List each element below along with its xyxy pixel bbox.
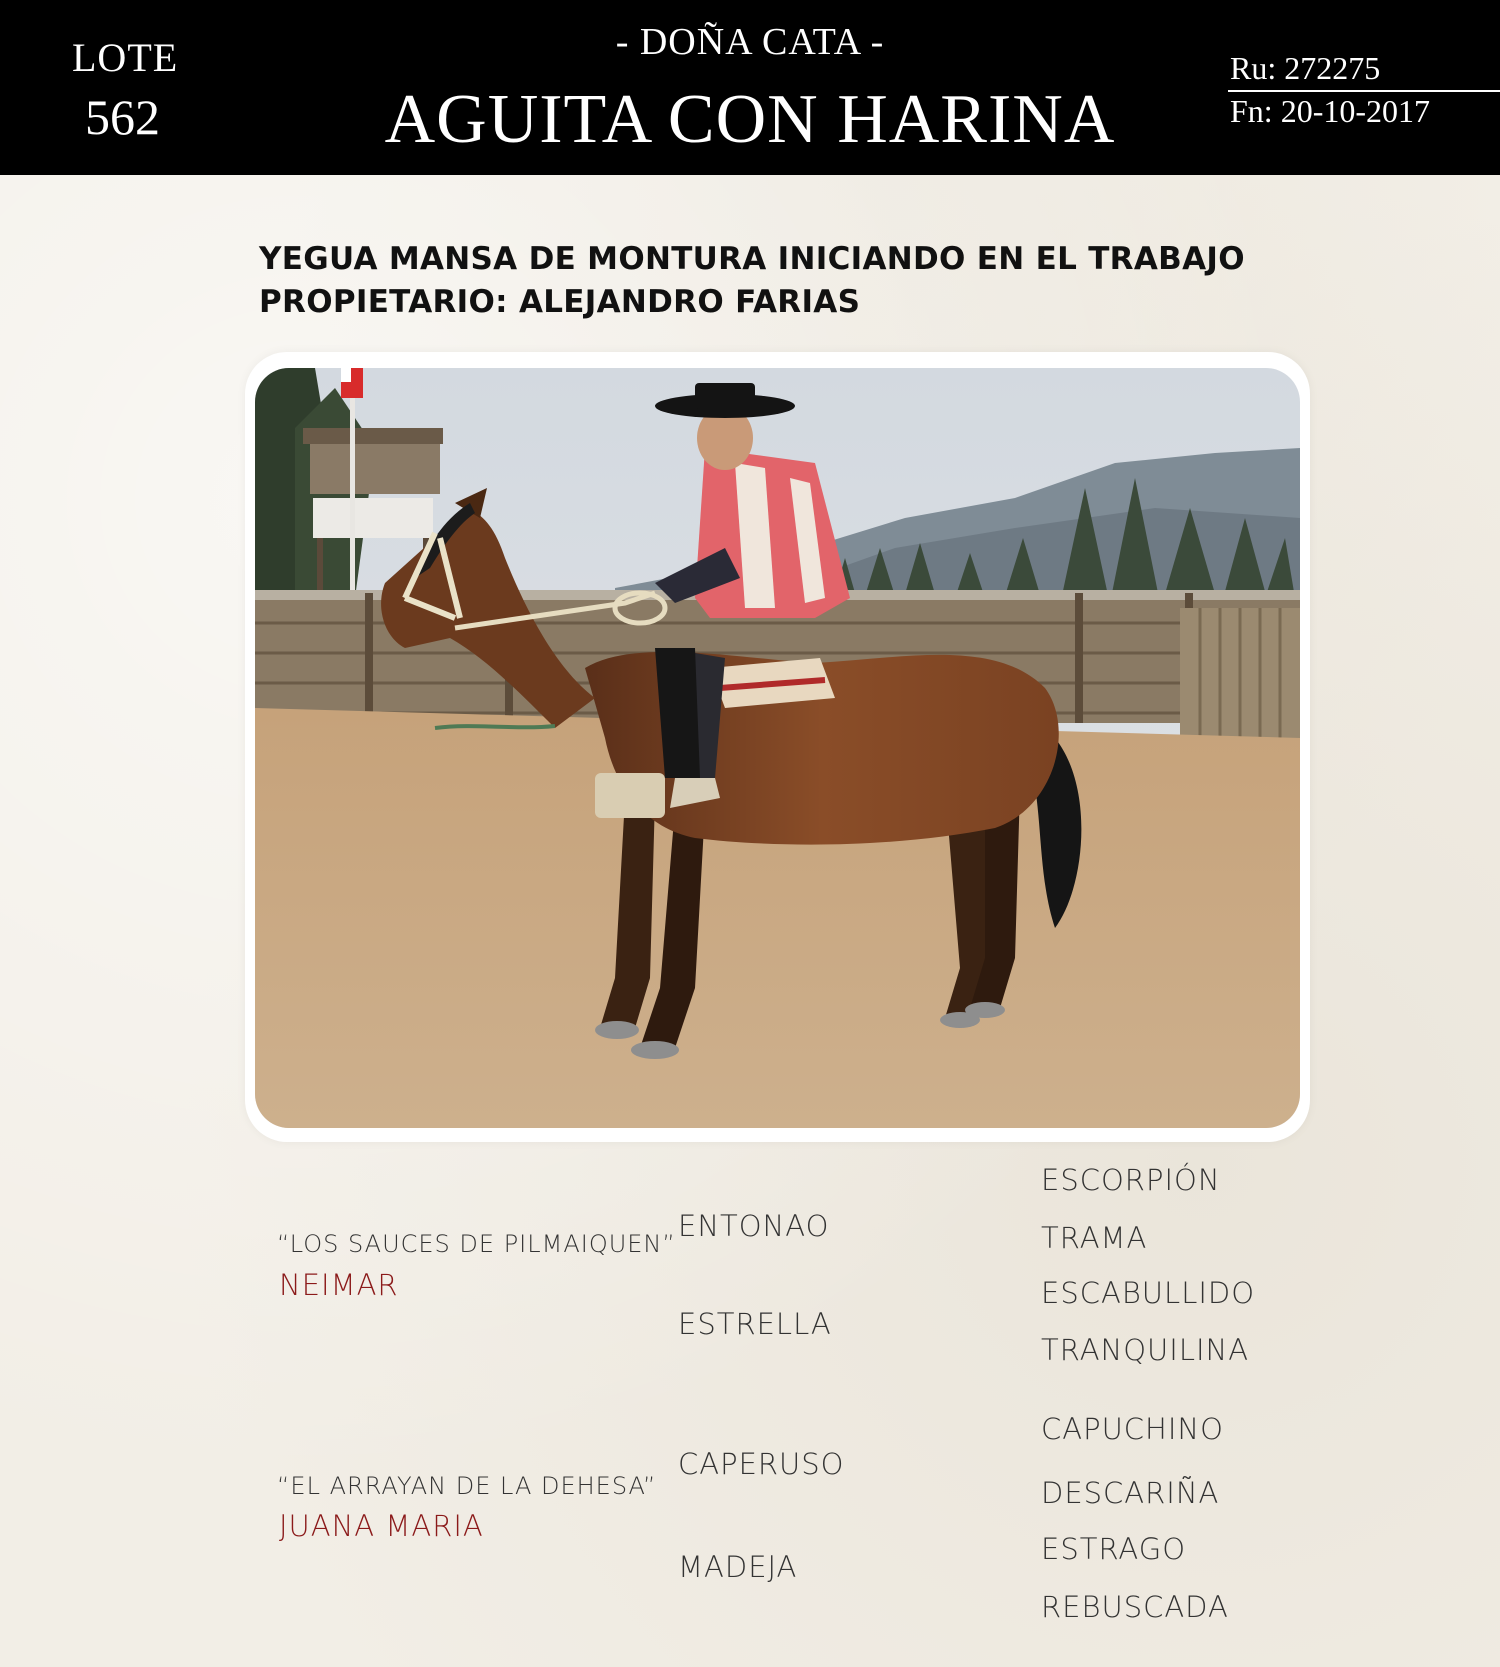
dam-sire: CAPERUSO — [678, 1447, 845, 1481]
registry-number: Ru: 272275 — [1230, 50, 1381, 86]
horse-rider-photo — [255, 368, 1300, 1128]
dam-name: JUANA MARIA — [279, 1509, 484, 1543]
sire-dam: ESTRELLA — [678, 1307, 832, 1341]
grandparent-7: ESTRAGO — [1041, 1532, 1187, 1566]
grandparent-2: TRAMA — [1041, 1221, 1148, 1255]
grandparent-5: CAPUCHINO — [1041, 1412, 1224, 1446]
description-line-2: PROPIETARIO: ALEJANDRO FARIAS — [259, 284, 861, 320]
grandparent-3: ESCABULLIDO — [1041, 1276, 1256, 1310]
header-divider — [1228, 90, 1500, 92]
description-line-1: YEGUA MANSA DE MONTURA INICIANDO EN EL TRABAJO — [259, 241, 1245, 277]
grandparent-8: REBUSCADA — [1041, 1590, 1229, 1624]
description-block — [259, 238, 1245, 324]
lote-number: 562 — [85, 89, 160, 145]
dam-dam: MADEJA — [678, 1550, 798, 1584]
sire-origin: “LOS SAUCES DE PILMAIQUEN” — [277, 1230, 676, 1258]
grandparent-1: ESCORPIÓN — [1041, 1163, 1221, 1197]
horse-name-title: AGUITA CON HARINA — [384, 81, 1116, 158]
grandparent-6: DESCARIÑA — [1041, 1476, 1220, 1510]
sire-name: NEIMAR — [279, 1268, 399, 1302]
breeder-subtitle: - DOÑA CATA - — [615, 21, 885, 63]
dam-origin: “EL ARRAYAN DE LA DEHESA” — [277, 1472, 657, 1500]
photo-frame — [245, 352, 1310, 1142]
header-bar — [0, 0, 1500, 175]
grandparent-4: TRANQUILINA — [1041, 1333, 1250, 1367]
lote-label: LOTE — [72, 35, 179, 80]
birth-date: Fn: 20-10-2017 — [1230, 93, 1430, 129]
sire-sire: ENTONAO — [678, 1209, 830, 1243]
